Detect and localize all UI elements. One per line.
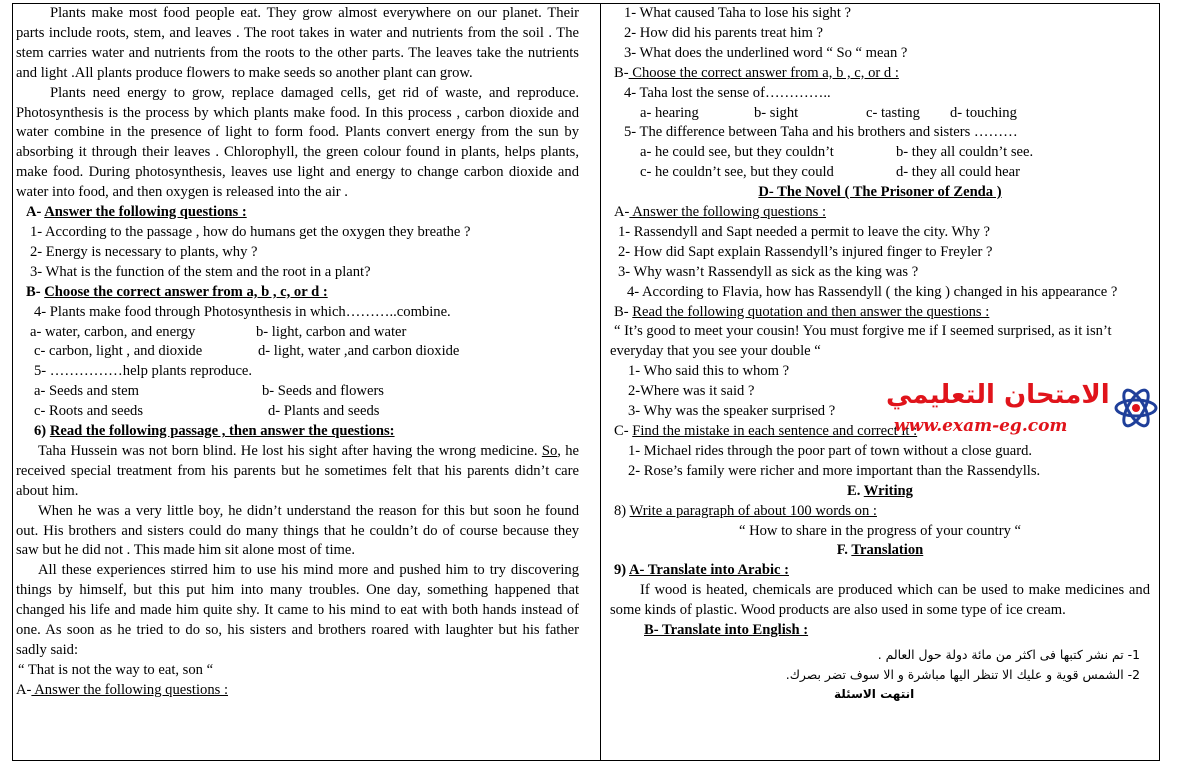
q4-options-row-1 bbox=[16, 323, 579, 343]
writing-task-heading: 8) Write a paragraph of about 100 words on : bbox=[614, 502, 877, 519]
taha-q4-option-b: b- sight bbox=[754, 104, 799, 121]
q5-options-row-1 bbox=[16, 382, 579, 402]
watermark-url: www.exam-eg.com bbox=[894, 416, 1068, 436]
novel-section-c-heading: C- Find the mistake in each sentence and correct it : bbox=[614, 422, 918, 439]
atom-logo-icon bbox=[1112, 382, 1160, 434]
question-5: 5- ……………help plants reproduce. bbox=[34, 363, 253, 380]
taha-question-1: 1- What caused Taha to lose his sight ? bbox=[624, 5, 852, 21]
taha-question-5: 5- The difference between Taha and his brothers and sisters ……… bbox=[624, 124, 1018, 141]
taha-q5-options-row-1 bbox=[610, 143, 1150, 163]
q4-options-row-2 bbox=[16, 342, 579, 362]
taha-q5-option-a: a- he could see, but they couldn’t bbox=[640, 144, 834, 161]
taha-q5-options-row-2 bbox=[610, 163, 1150, 183]
end-of-questions: انتهت الاسئلة bbox=[834, 686, 915, 701]
mistake-sentence-1: 1- Michael rides through the poor part of town without a close guard. bbox=[628, 442, 1033, 459]
taha-q5-option-b: b- they all couldn’t see. bbox=[896, 144, 1034, 161]
taha-section-b-heading: B- Choose the correct answer from a, b , c, or d : bbox=[614, 64, 899, 81]
novel-section-heading: D- The Novel ( The Prisoner of Zenda ) bbox=[758, 184, 1002, 201]
q5-options-row-2 bbox=[16, 402, 579, 422]
question-4: 4- Plants make food through Photosynthesis in which………..combine. bbox=[34, 303, 451, 320]
taha-q4-option-d: d- touching bbox=[950, 104, 1017, 121]
section-b-heading: B- Choose the correct answer from a, b , c, or d : bbox=[26, 283, 328, 300]
novel-quote-question-2: 2-Where was it said ? bbox=[628, 383, 755, 400]
mistake-sentence-2: 2- Rose’s family were richer and more important than the Rassendylls. bbox=[628, 462, 1041, 479]
taha-paragraph-1: Taha Hussein was not born blind. He lost his sight after having the wrong medicine. So, he received special treatment from his parents but he sometimes felt that his parents didn’t care about him. bbox=[16, 442, 580, 499]
taha-q4-option-a: a- hearing bbox=[640, 104, 699, 121]
translate-arabic-text: If wood is heated, chemicals are produced which can be used to make medicines and some kinds of plastic. Wood products are also used in some type of ice cream. bbox=[610, 582, 1150, 619]
plants-paragraph-2: Plants need energy to grow, replace damaged cells, get rid of waste, and reproduce. Photosynthesis is the process by which plants make food. In this process , carbon dioxide and water combine in the presence of light to form food. Plants convert energy from the sun by absorbing it through their leaves . Chlorophyll, the green colour found in plants, helps plants, make food. During photosynthesis, leaves use light and energy to change carbon dioxide and water into food, and then oxygen is released into the air . bbox=[16, 84, 579, 201]
q4-option-c: c- carbon, light , and dioxide bbox=[34, 343, 203, 360]
taha-question-3: 3- What does the underlined word “ So “ mean ? bbox=[624, 44, 908, 61]
taha-q4-options bbox=[610, 104, 1150, 124]
q5-option-d: d- Plants and seeds bbox=[268, 403, 380, 420]
section-a2-heading: A- Answer the following questions : bbox=[16, 681, 229, 698]
question-2: 2- Energy is necessary to plants, why ? bbox=[30, 243, 258, 260]
novel-question-4: 4- According to Flavia, how has Rassendyll ( the king ) changed in his appearance ? bbox=[627, 283, 1118, 300]
taha-question-2: 2- How did his parents treat him ? bbox=[624, 24, 823, 41]
taha-q5-option-d: d- they all could hear bbox=[896, 164, 1020, 181]
novel-section-a-heading: A- Answer the following questions : bbox=[614, 204, 827, 221]
father-quote: “ That is not the way to eat, son “ bbox=[18, 661, 214, 678]
underlined-word-so: So bbox=[541, 442, 558, 459]
question-3: 3- What is the function of the stem and the root in a plant? bbox=[30, 263, 371, 280]
novel-quote-question-3: 3- Why was the speaker surprised ? bbox=[628, 403, 836, 420]
novel-quote-question-1: 1- Who said this to whom ? bbox=[628, 363, 790, 380]
novel-question-1: 1- Rassendyll and Sapt needed a permit to leave the city. Why ? bbox=[618, 223, 991, 240]
novel-quotation: “ It’s good to meet your cousin! You must forgive me if I seemed surprised, as it isn’t everyday that you see your double “ bbox=[610, 323, 1112, 360]
column-divider bbox=[600, 3, 601, 761]
q4-option-a: a- water, carbon, and energy bbox=[30, 323, 196, 340]
site-watermark bbox=[882, 378, 1164, 442]
novel-section-b-heading: B- Read the following quotation and then answer the questions : bbox=[614, 303, 990, 320]
plants-paragraph-1: Plants make most food people eat. They grow almost everywhere on our planet. Their parts include roots, stem, and leaves . The root takes in water and nutrients from the soil . The stem carries water and nutrients from the roots to the other parts. The leaves take the nutrients and light .All plants produce flowers to make seeds so another plant can grow. bbox=[16, 5, 579, 81]
section-a-heading: A- Answer the following questions : bbox=[26, 204, 247, 221]
taha-q4-option-c: c- tasting bbox=[866, 104, 920, 121]
writing-section-heading: E. Writing bbox=[847, 482, 913, 499]
q4-option-d: d- light, water ,and carbon dioxide bbox=[258, 343, 460, 360]
watermark-arabic-title: الامتحان التعليمي bbox=[886, 380, 1110, 410]
translate-english-heading: B- Translate into English : bbox=[644, 622, 809, 639]
section-6-heading: 6) Read the following passage , then answer the questions: bbox=[34, 422, 395, 439]
q5-option-a: a- Seeds and stem bbox=[34, 383, 139, 400]
taha-q5-option-c: c- he couldn’t see, but they could bbox=[640, 164, 834, 181]
novel-question-3: 3- Why wasn’t Rassendyll as sick as the king was ? bbox=[618, 263, 919, 280]
novel-question-2: 2- How did Sapt explain Rassendyll’s injured finger to Freyler ? bbox=[618, 243, 993, 260]
taha-paragraph-3: All these experiences stirred him to use his mind more and pushed him to try discovering things by himself, but this put him into many troubles. One day, something happened that changed his life and made him quite shy. It came to his mind to eat with both hands instead of one. As soon as he tried to do so, his sisters and brothers roared with laughter but his father sadly said: bbox=[16, 562, 579, 658]
taha-question-4: 4- Taha lost the sense of………….. bbox=[624, 84, 831, 101]
translation-section-heading: F. Translation bbox=[836, 542, 924, 559]
arabic-sentence-2: 2- الشمس قوية و عليك الا تنظر اليها مباشرة و الا سوف تضر بصرك. bbox=[785, 666, 1140, 682]
q4-option-b: b- light, carbon and water bbox=[256, 323, 407, 340]
translate-arabic-heading: 9) A- Translate into Arabic : bbox=[614, 562, 789, 579]
right-column bbox=[610, 4, 1150, 705]
q5-option-c: c- Roots and seeds bbox=[34, 403, 144, 420]
arabic-sentence-1: 1- تم نشر كتبها فى اكثر من مائة دولة حول العالم . bbox=[877, 646, 1140, 662]
taha-paragraph-2: When he was a very little boy, he didn’t understand the reason for this but soon he found out. His brothers and sisters could do many things that he couldn’t do of course because they saw but he did not . This made him sit alone most of time. bbox=[16, 502, 579, 559]
question-1: 1- According to the passage , how do humans get the oxygen they breathe ? bbox=[30, 223, 471, 240]
q5-option-b: b- Seeds and flowers bbox=[262, 383, 384, 400]
left-column bbox=[16, 4, 579, 701]
writing-topic: “ How to share in the progress of your country “ bbox=[738, 522, 1022, 539]
